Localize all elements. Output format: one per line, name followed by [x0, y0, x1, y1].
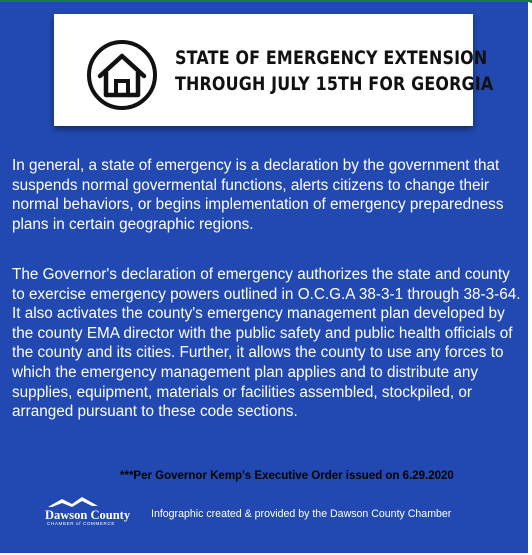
infographic-credit: Infographic created & provided by the Dawson County Chamber [151, 508, 452, 520]
logo-name: Dawson County [45, 508, 131, 522]
paragraph-declaration: The Governor's declaration of emergency authorizes the state and county to exercise emergency powers outlined in O.C.G.A 38-3-1 through 38-3-64. It also activates the county's emergency management plan developed by the county EMA director with the public safety and public health officials of the county and its cities. Further, it allows the county to use any forces to which the emergency management plan applies and to distribute any supplies, equipment, materials or facilities assembled, stockpiled, or arranged pursuant to these code sections. [12, 266, 521, 421]
title-line-1: STATE OF EMERGENCY EXTENSION [175, 48, 488, 69]
logo-subtitle: CHAMBER of COMMERCE [47, 521, 116, 526]
house-icon [86, 39, 158, 111]
title-line-2: THROUGH JULY 15TH FOR GEORGIA [175, 74, 494, 95]
executive-order-note: ***Per Governor Kemp's Executive Order issued on 6.29.2020 [120, 470, 454, 482]
paragraph-definition: In general, a state of emergency is a declaration by the government that suspends normal govermental functions, alerts citizens to change their normal behaviors, or begins implementation of emergency preparedness plans in certain geographic regions. [12, 157, 504, 233]
page-title [175, 46, 494, 98]
